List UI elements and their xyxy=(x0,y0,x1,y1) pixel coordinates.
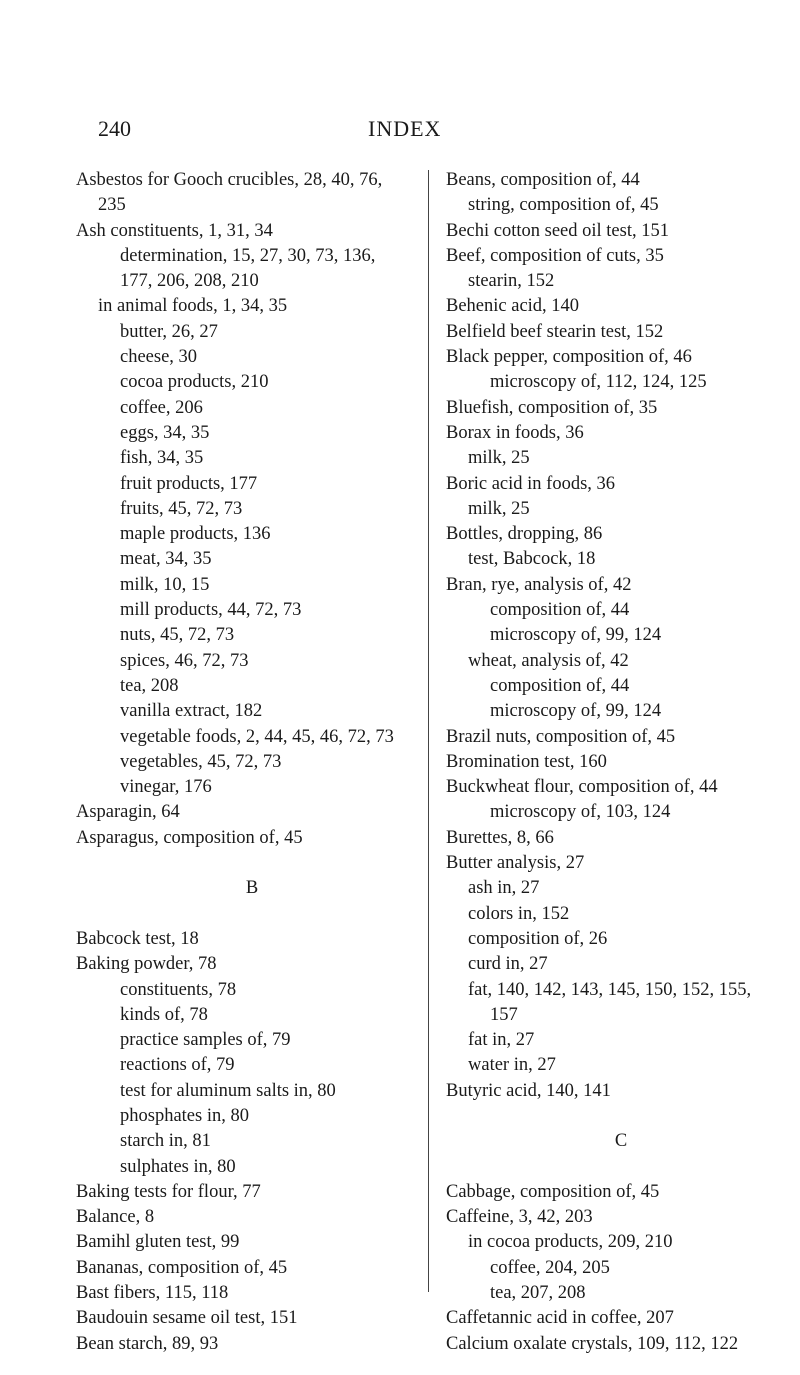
index-subentry: string, composition of, 45 xyxy=(468,195,659,216)
index-entry: Boric acid in foods, 36 xyxy=(446,473,616,494)
index-column-left xyxy=(76,168,428,1357)
index-subentry: fat in, 27 xyxy=(468,1030,535,1051)
index-subentry: microscopy of, 99, 124 xyxy=(490,701,662,722)
index-entry: Bechi cotton seed oil test, 151 xyxy=(446,220,669,241)
index-subentry: fat, 140, 142, 143, 145, 150, 152, 155, xyxy=(468,979,752,1000)
index-subentry: 157 xyxy=(490,1004,518,1025)
index-entry: Babcock test, 18 xyxy=(76,928,199,949)
index-subentry: microscopy of, 103, 124 xyxy=(490,802,671,823)
index-subentry: nuts, 45, 72, 73 xyxy=(120,625,235,646)
index-subentry: test, Babcock, 18 xyxy=(468,549,596,570)
running-head: INDEX xyxy=(368,116,442,141)
index-entry: Beans, composition of, 44 xyxy=(446,170,640,190)
index-entry: Bran, rye, analysis of, 42 xyxy=(446,574,632,595)
index-subentry: maple products, 136 xyxy=(120,524,271,545)
index-subentry: determination, 15, 27, 30, 73, 136, xyxy=(120,245,376,266)
section-letter: C xyxy=(614,1131,628,1152)
index-subentry: butter, 26, 27 xyxy=(120,321,218,342)
index-entry: Caffeine, 3, 42, 203 xyxy=(446,1207,593,1228)
index-subentry: tea, 207, 208 xyxy=(490,1283,586,1304)
index-subentry: practice samples of, 79 xyxy=(120,1030,291,1051)
index-subentry: cheese, 30 xyxy=(120,347,198,368)
index-subentry: 235 xyxy=(98,195,126,216)
index-entry: Butter analysis, 27 xyxy=(446,853,585,874)
spacer xyxy=(446,1104,796,1129)
index-entry: Baking tests for flour, 77 xyxy=(76,1181,261,1202)
spacer xyxy=(446,1155,796,1180)
index-subentry: in animal foods, 1, 34, 35 xyxy=(98,296,288,317)
index-entry: Behenic acid, 140 xyxy=(446,296,580,317)
index-entry: Bean starch, 89, 93 xyxy=(76,1333,219,1354)
index-subentry: kinds of, 78 xyxy=(120,1004,208,1025)
index-subentry: vegetables, 45, 72, 73 xyxy=(120,751,282,772)
index-column-right xyxy=(446,168,796,1357)
index-subentry: microscopy of, 99, 124 xyxy=(490,625,662,646)
index-subentry: composition of, 44 xyxy=(490,600,630,621)
index-subentry: reactions of, 79 xyxy=(120,1055,235,1076)
index-subentry: milk, 10, 15 xyxy=(120,574,210,595)
index-entry: Buckwheat flour, composition of, 44 xyxy=(446,777,718,798)
page-header xyxy=(0,116,800,146)
index-subentry: constituents, 78 xyxy=(120,979,237,1000)
index-entry: Black pepper, composition of, 46 xyxy=(446,347,692,368)
index-subentry: coffee, 206 xyxy=(120,397,203,418)
index-entry: Asparagin, 64 xyxy=(76,802,180,823)
index-subentry: wheat, analysis of, 42 xyxy=(468,650,629,671)
index-entry: Cabbage, composition of, 45 xyxy=(446,1181,660,1202)
page-number: 240 xyxy=(98,116,131,141)
index-entry: Borax in foods, 36 xyxy=(446,422,584,443)
index-entry: Caffetannic acid in coffee, 207 xyxy=(446,1308,674,1329)
index-entry: Belfield beef stearin test, 152 xyxy=(446,321,664,342)
index-subentry: mill products, 44, 72, 73 xyxy=(120,600,302,621)
index-entry: Asparagus, composition of, 45 xyxy=(76,827,303,848)
index-subentry: tea, 208 xyxy=(120,675,179,696)
index-subentry: sulphates in, 80 xyxy=(120,1156,236,1177)
index-subentry: composition of, 26 xyxy=(468,928,608,949)
index-subentry: stearin, 152 xyxy=(468,271,555,292)
index-subentry: milk, 25 xyxy=(468,498,530,519)
index-subentry: vanilla extract, 182 xyxy=(120,701,263,722)
section-letter: B xyxy=(245,878,259,899)
index-entry: Bluefish, composition of, 35 xyxy=(446,397,658,418)
index-subentry: fish, 34, 35 xyxy=(120,448,204,469)
index-entry: Balance, 8 xyxy=(76,1207,155,1228)
spacer xyxy=(76,902,428,927)
index-subentry: in cocoa products, 209, 210 xyxy=(468,1232,673,1253)
index-entry: Ash constituents, 1, 31, 34 xyxy=(76,220,273,241)
index-subentry: coffee, 204, 205 xyxy=(490,1257,610,1278)
index-subentry: vinegar, 176 xyxy=(120,777,212,798)
index-entry: Bamihl gluten test, 99 xyxy=(76,1232,240,1253)
index-entry: Brazil nuts, composition of, 45 xyxy=(446,726,676,747)
index-subentry: ash in, 27 xyxy=(468,878,540,899)
index-entry: Baudouin sesame oil test, 151 xyxy=(76,1308,298,1329)
index-subentry: fruit products, 177 xyxy=(120,473,258,494)
index-subentry: microscopy of, 112, 124, 125 xyxy=(490,372,707,393)
index-subentry: milk, 25 xyxy=(468,448,530,469)
index-subentry: spices, 46, 72, 73 xyxy=(120,650,249,671)
index-entry: Burettes, 8, 66 xyxy=(446,827,554,848)
index-subentry: eggs, 34, 35 xyxy=(120,422,210,443)
index-entry: Butyric acid, 140, 141 xyxy=(446,1080,611,1101)
index-subentry: phosphates in, 80 xyxy=(120,1105,249,1126)
index-subentry: starch in, 81 xyxy=(120,1131,211,1152)
spacer xyxy=(76,851,428,876)
index-subentry: composition of, 44 xyxy=(490,675,630,696)
index-subentry: water in, 27 xyxy=(468,1055,556,1076)
index-entry: Asbestos for Gooch crucibles, 28, 40, 76, xyxy=(76,170,383,190)
index-subentry: 177, 206, 208, 210 xyxy=(120,271,259,292)
index-entry: Bromination test, 160 xyxy=(446,751,607,772)
index-entry: Bast fibers, 115, 118 xyxy=(76,1283,229,1304)
index-entry: Bananas, composition of, 45 xyxy=(76,1257,288,1278)
index-subentry: cocoa products, 210 xyxy=(120,372,269,393)
index-entry: Beef, composition of cuts, 35 xyxy=(446,245,664,266)
index-subentry: vegetable foods, 2, 44, 45, 46, 72, 73 xyxy=(120,726,394,747)
index-subentry: curd in, 27 xyxy=(468,954,548,975)
column-divider xyxy=(428,170,429,1292)
index-subentry: test for aluminum salts in, 80 xyxy=(120,1080,336,1101)
index-subentry: meat, 34, 35 xyxy=(120,549,212,570)
index-entry: Calcium oxalate crystals, 109, 112, 122 xyxy=(446,1333,739,1354)
index-entry: Baking powder, 78 xyxy=(76,954,217,975)
index-entry: Bottles, dropping, 86 xyxy=(446,524,603,545)
index-subentry: fruits, 45, 72, 73 xyxy=(120,498,243,519)
index-subentry: colors in, 152 xyxy=(468,903,570,924)
